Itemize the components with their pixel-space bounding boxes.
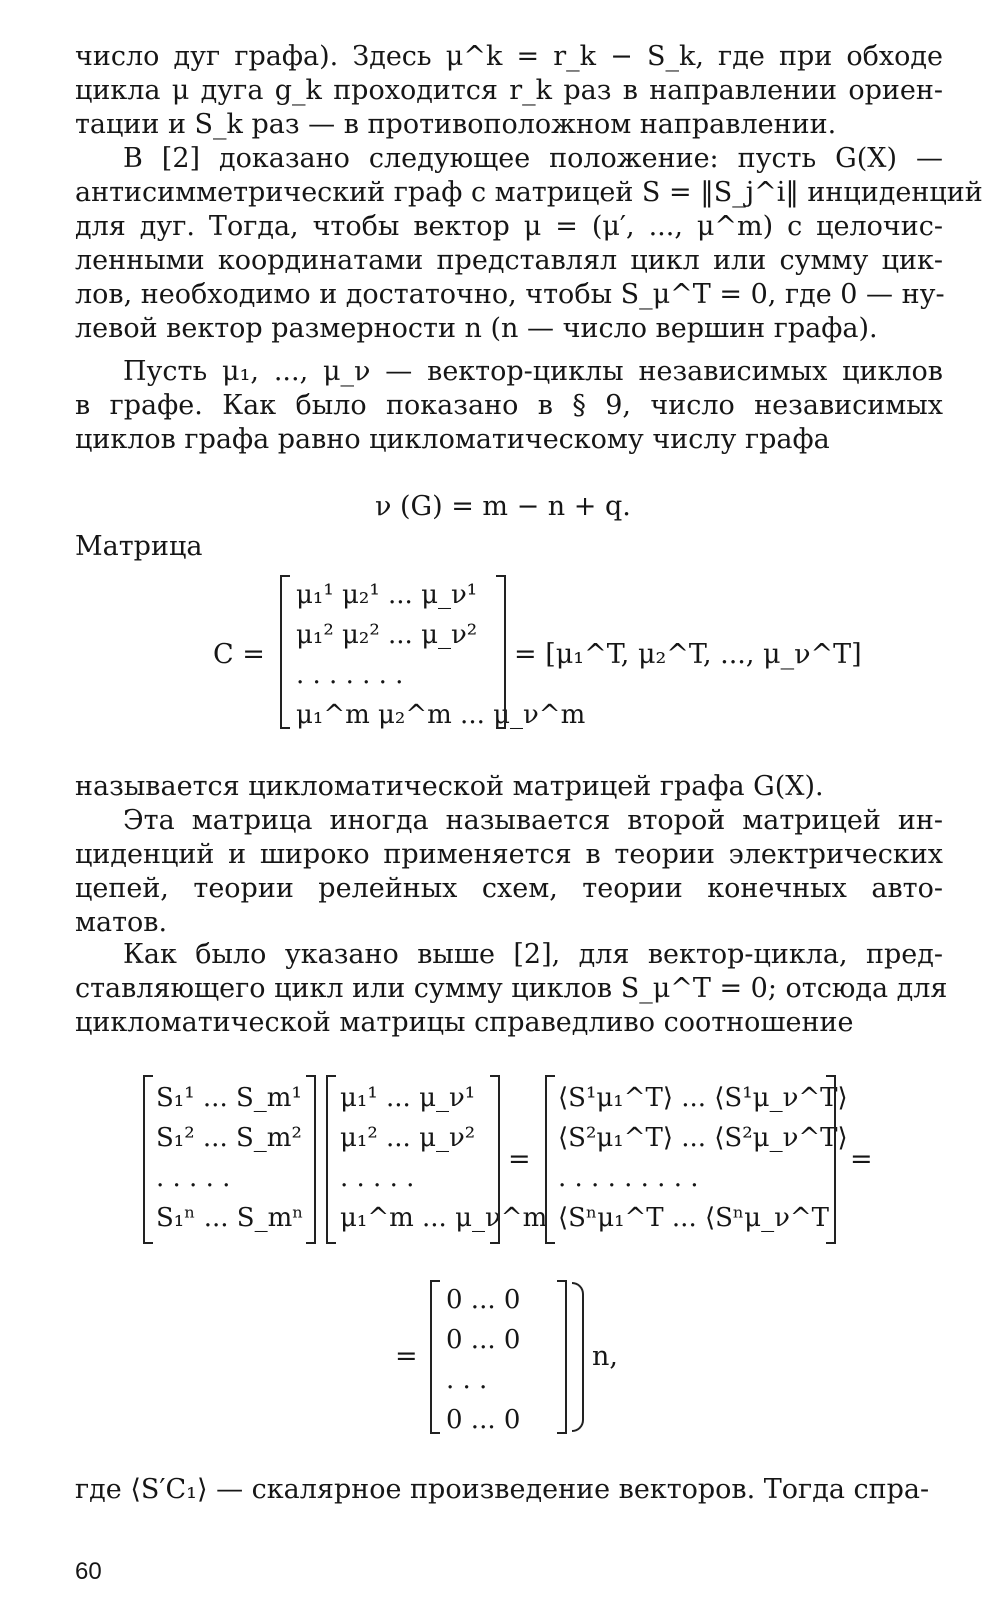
matrix-product (558, 1078, 848, 1238)
equals-sign: = (850, 1144, 873, 1175)
matrix-c-rhs: = [μ₁^T, μ₂^T, ..., μ_ν^T] (514, 639, 862, 670)
right-bracket (826, 1075, 836, 1244)
text-line: для дуг. Тогда, чтобы вектор μ = (μ′, ..., μ^m) с целочис- (75, 211, 943, 242)
equals-sign: = (395, 1341, 418, 1372)
matrix-row: 0 ... 0 (446, 1405, 521, 1435)
brace-label: n, (592, 1341, 618, 1372)
text-line: называется цикломатической матрицей графа G(X). (75, 771, 824, 802)
paragraph-5 (75, 804, 943, 940)
matrix-row: 0 ... 0 (446, 1285, 521, 1315)
matrix-row: ⟨S¹μ₁^T⟩ ... ⟨S¹μ_ν^T⟩ (558, 1083, 848, 1113)
text-line: лов, необходимо и достаточно, чтобы S_μ^T = 0, где 0 — ну- (75, 279, 945, 310)
text-line: цепей, теории релейных схем, теории конечных авто- (75, 873, 943, 904)
paragraph-1 (75, 40, 943, 142)
matrix-mu (340, 1078, 548, 1238)
right-bracket (306, 1075, 316, 1244)
text-line: Эта матрица иногда называется второй матрицей ин- (123, 805, 943, 836)
paragraph-3 (75, 355, 943, 457)
text-line: ленными координатами представлял цикл или сумму цик- (75, 245, 943, 276)
left-bracket (545, 1075, 555, 1244)
text-line: циклов графа равно цикломатическому числу графа (75, 424, 830, 455)
text-line: циденций и широко применяется в теории электрических (75, 839, 943, 870)
left-bracket (326, 1075, 336, 1244)
right-bracket (557, 1280, 567, 1434)
matrix-row: μ₁^m μ₂^m ... μ_ν^m (296, 700, 586, 730)
right-brace (572, 1282, 584, 1432)
text-line: ставляющего цикл или сумму циклов S_μ^T = 0; отсюда для (75, 973, 948, 1004)
matrix-row: ⟨Sⁿμ₁^T ... ⟨Sⁿμ_ν^T (558, 1203, 830, 1233)
page-number: 60 (75, 1558, 102, 1585)
matrix-row: S₁ⁿ ... S_mⁿ (156, 1203, 304, 1233)
text-line: тации и S_k раз — в противоположном направлении. (75, 109, 837, 140)
matrix-row: . . . . . . . . . (558, 1163, 699, 1193)
text-line: Как было указано выше [2], для вектор-цикла, пред- (123, 939, 943, 970)
text-line: В [2] доказано следующее положение: пусть G(X) — (123, 143, 943, 174)
text-line: число дуг графа). Здесь μ^k = r_k − S_k, где при обходе (75, 41, 943, 72)
matrix-row: μ₁^m ... μ_ν^m (340, 1203, 548, 1233)
paragraph-4 (75, 770, 943, 804)
left-bracket (430, 1280, 440, 1434)
right-bracket (490, 1075, 500, 1244)
matrix-row: 0 ... 0 (446, 1325, 521, 1355)
matrix-row: μ₁¹ ... μ_ν¹ (340, 1083, 476, 1113)
text-line: Пусть μ₁, ..., μ_ν — вектор-циклы независимых циклов (123, 356, 943, 387)
equals-sign: = (508, 1144, 531, 1175)
paragraph-6 (75, 938, 948, 1040)
right-bracket (496, 575, 506, 729)
left-bracket (280, 575, 290, 729)
text-line: цикломатической матрицы справедливо соотношение (75, 1007, 854, 1038)
matrix-row: μ₁² ... μ_ν² (340, 1123, 476, 1153)
matrix-s (156, 1078, 311, 1238)
text-line: матов. (75, 907, 168, 938)
text-line: левой вектор размерности n (n — число вершин графа). (75, 313, 878, 344)
matrix-row: . . . . . . . (296, 660, 404, 690)
matrix-row: μ₁² μ₂² ... μ_ν² (296, 620, 478, 650)
paragraph-2 (75, 142, 983, 346)
matrix-row: S₁¹ ... S_m¹ (156, 1083, 302, 1113)
text-line: антисимметрический граф с матрицей S = ‖S_j^i‖ инциденций (75, 177, 983, 208)
matrix-row: S₁² ... S_m² (156, 1123, 302, 1153)
text-line: цикла μ дуга g_k проходится r_k раз в направлении ориен- (75, 75, 943, 106)
matrix-row: . . . . . (340, 1163, 415, 1193)
cyclomatic-number-formula: ν (G) = m − n + q. (375, 491, 631, 522)
left-bracket (143, 1075, 153, 1244)
text-line: в графе. Как было показано в § 9, число независимых (75, 390, 943, 421)
matrix-zero (446, 1280, 566, 1440)
matrix-row: . . . . . (156, 1163, 231, 1193)
matrix-c (296, 575, 586, 735)
text-line: где ⟨S′C₁⟩ — скалярное произведение векторов. Тогда спра- (75, 1474, 930, 1505)
matrix-row: μ₁¹ μ₂¹ ... μ_ν¹ (296, 580, 478, 610)
paragraph-7 (75, 1473, 943, 1507)
matrix-c-lhs: C = (213, 639, 265, 670)
matrix-label: Матрица (75, 531, 203, 562)
matrix-row: . . . (446, 1365, 488, 1395)
matrix-row: ⟨S²μ₁^T⟩ ... ⟨S²μ_ν^T⟩ (558, 1123, 848, 1153)
